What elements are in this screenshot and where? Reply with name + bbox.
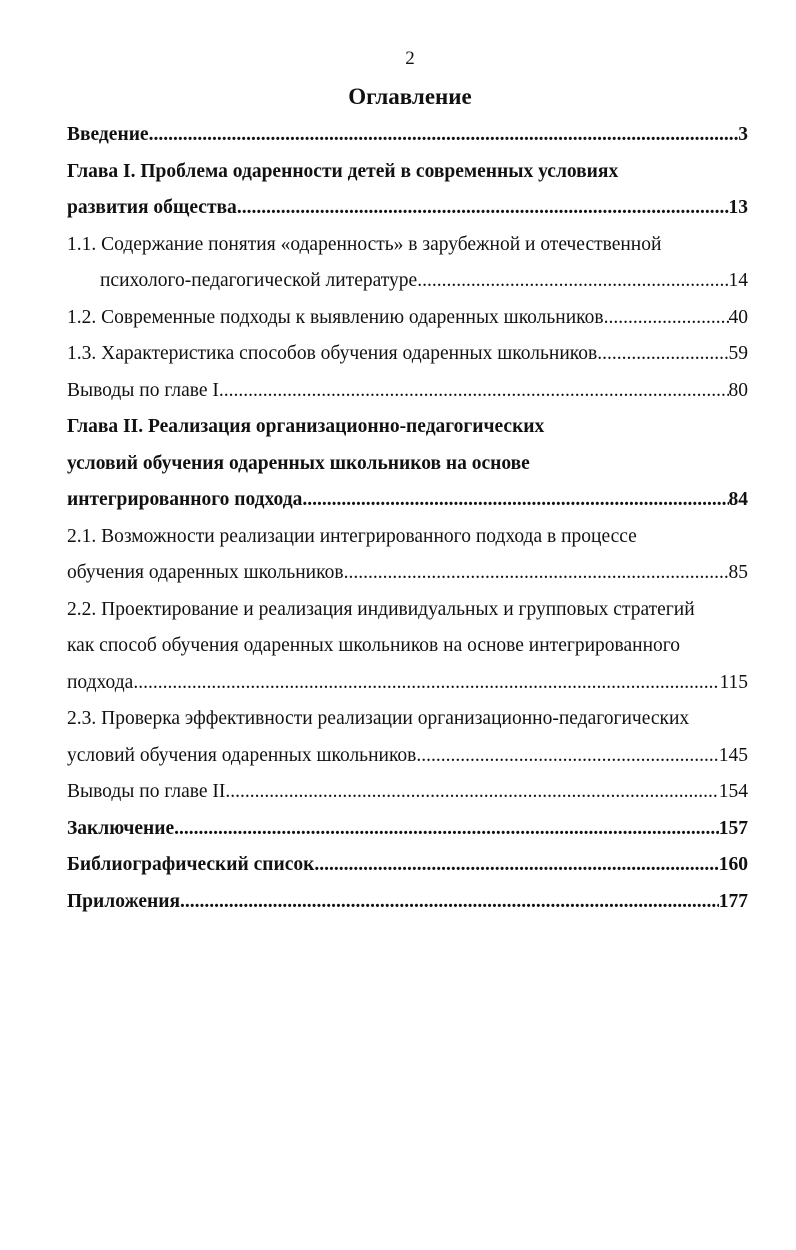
toc-entry <box>67 847 748 884</box>
toc-entry-text: Приложения <box>67 890 181 912</box>
page-title: Оглавление <box>348 84 472 109</box>
toc-entry-text: Выводы по главе I <box>67 379 219 401</box>
toc-entry <box>67 738 748 775</box>
toc-entry-text: Введение <box>67 124 149 145</box>
toc-entry <box>67 190 748 227</box>
toc-leader-dots <box>219 373 729 410</box>
toc-entry-text: подхода <box>67 671 134 693</box>
toc-entry <box>67 482 748 519</box>
toc-heading-line: условий обучения одаренных школьников на основе <box>67 452 530 474</box>
toc-entry-text: психолого-педагогической литературе <box>100 270 418 291</box>
toc-leader-dots <box>597 336 728 373</box>
toc-entry-text: развития общества <box>67 197 237 218</box>
toc-leader-dots <box>133 665 719 702</box>
toc-entry <box>67 774 748 811</box>
toc-heading-line: Глава I. Проблема одаренности детей в современных условиях <box>67 160 619 182</box>
toc-heading-line: 1.1. Содержание понятия «одаренность» в зарубежной и отечественной <box>67 233 662 255</box>
toc-entry <box>67 117 748 154</box>
toc-leader-dots <box>174 811 719 848</box>
toc-heading-line: 2.3. Проверка эффективности реализации организационно-педагогических <box>67 708 690 729</box>
toc-leader-dots <box>314 847 718 884</box>
toc-entry <box>67 555 748 592</box>
toc-entry-text: условий обучения одаренных школьников <box>67 744 417 766</box>
toc-entry <box>67 665 748 702</box>
toc-entry <box>67 300 748 337</box>
toc-leader-dots <box>237 190 729 227</box>
toc-page-number: 160 <box>718 854 748 875</box>
toc-leader-dots <box>416 738 718 775</box>
toc-entry <box>67 811 748 848</box>
toc-leader-dots <box>604 300 729 337</box>
toc-page-number: 80 <box>728 379 748 401</box>
toc-heading-line: 2.2. Проектирование и реализация индивидуальных и групповых стратегий <box>67 598 695 620</box>
toc-entry-text: Заключение <box>67 817 175 839</box>
toc-page-number: 145 <box>718 744 748 766</box>
toc-page-number: 59 <box>728 343 748 364</box>
toc-entry-text: Библиографический список <box>67 854 315 875</box>
toc-page-number: 3 <box>738 124 748 145</box>
toc-leader-dots <box>225 774 718 811</box>
toc-page-number: 85 <box>728 562 748 583</box>
toc-leader-dots <box>417 263 728 300</box>
toc-entry <box>67 263 748 300</box>
toc-page-number: 40 <box>728 306 748 328</box>
page-number: 2 <box>405 48 415 69</box>
toc-leader-dots <box>149 117 739 154</box>
toc-page-number: 157 <box>718 817 748 839</box>
toc-leader-dots <box>180 884 719 921</box>
toc-page-number: 14 <box>728 270 748 291</box>
toc-entry-text: интегрированного подхода <box>67 489 303 510</box>
toc-entry <box>67 884 748 921</box>
toc-leader-dots <box>302 482 728 519</box>
toc-entry-text: обучения одаренных школьников <box>67 562 344 583</box>
toc-entry-text: 1.2. Современные подходы к выявлению одаренных школьников <box>67 306 604 328</box>
toc-heading-line: как способ обучения одаренных школьников на основе интегрированного <box>67 635 681 656</box>
toc-heading-line: Глава II. Реализация организационно-педагогических <box>67 416 545 437</box>
toc-entry-text: 1.3. Характеристика способов обучения одаренных школьников <box>67 343 598 364</box>
toc-page-number: 115 <box>719 671 748 693</box>
toc-page-number: 177 <box>718 890 748 912</box>
table-of-contents <box>67 117 748 920</box>
toc-page-number: 84 <box>728 489 748 510</box>
toc-entry-text: Выводы по главе II <box>67 781 226 802</box>
toc-entry <box>67 373 748 410</box>
toc-entry <box>67 336 748 373</box>
toc-heading-line: 2.1. Возможности реализации интегрированного подхода в процессе <box>67 525 637 547</box>
toc-leader-dots <box>344 555 729 592</box>
toc-page-number: 154 <box>718 781 748 802</box>
toc-page-number: 13 <box>728 197 748 218</box>
